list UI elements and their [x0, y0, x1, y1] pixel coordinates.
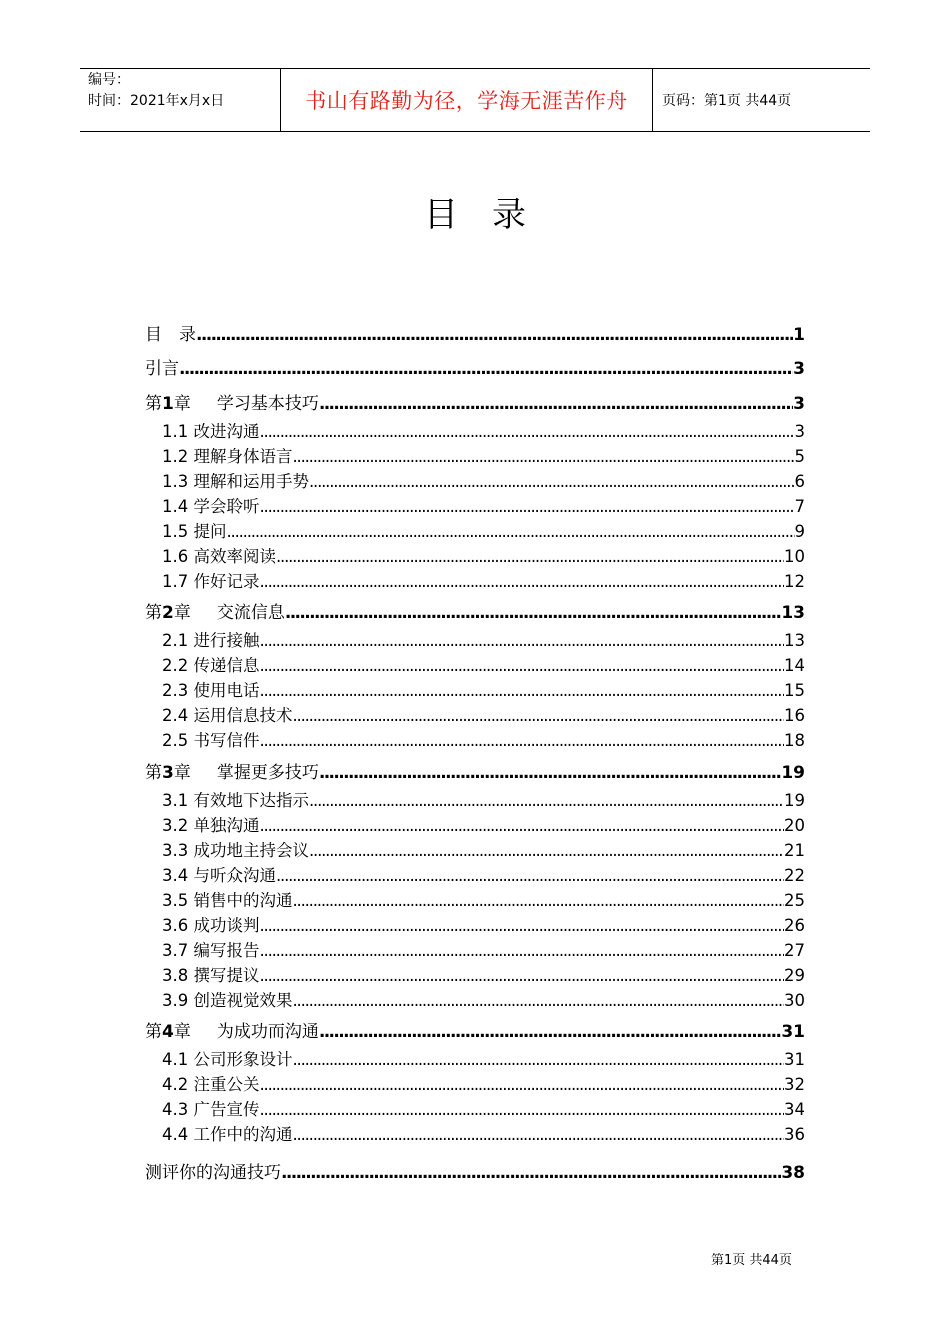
toc-leader-dots: [260, 630, 785, 652]
toc-page-number: 27: [784, 940, 805, 960]
toc-leader-dots: [260, 1074, 785, 1096]
toc-leader-dots: [293, 1124, 785, 1146]
toc-entry-label: 2.4 运用信息技术: [162, 706, 293, 725]
toc-leader-dots: [276, 865, 784, 887]
toc-leader-dots: [319, 1018, 781, 1046]
chapter-prefix: 第: [145, 393, 162, 414]
toc-page-number: 13: [781, 603, 805, 623]
toc-entry-label: [145, 390, 319, 418]
toc-page-number: 19: [781, 762, 805, 783]
toc-entry-label: 2.3 使用电话: [162, 681, 260, 700]
toc-chapter-entry[interactable]: [145, 752, 805, 787]
serial-label: 编号：: [88, 72, 130, 88]
toc-section-entry[interactable]: [145, 1096, 805, 1121]
toc-section-entry[interactable]: [145, 568, 805, 593]
toc-section-entry[interactable]: [145, 987, 805, 1012]
toc-page-number: 1: [793, 324, 805, 345]
page-footer: 第1页 共44页: [711, 1253, 792, 1268]
toc-page-number: 3: [794, 421, 805, 441]
toc-leader-dots: [260, 815, 785, 837]
toc-entry-label: 3.6 成功谈判: [162, 915, 260, 935]
toc-section-entry[interactable]: [145, 702, 805, 727]
toc-page-number: 6: [794, 471, 805, 491]
toc-page-number: 14: [784, 656, 805, 675]
toc-leader-dots: [227, 521, 795, 543]
toc-page-number: 5: [794, 446, 805, 466]
toc-leader-dots: [260, 965, 785, 987]
toc-page-number: 21: [784, 840, 805, 860]
toc-leader-dots: [276, 546, 784, 568]
chapter-number: 2: [162, 603, 174, 623]
toc-section-entry[interactable]: [145, 812, 805, 837]
toc-entry-label: 4.1 公司形象设计: [162, 1050, 293, 1069]
toc-leader-dots: [319, 390, 793, 418]
chapter-title: 掌握更多技巧: [216, 762, 319, 783]
toc-leader-dots: [260, 915, 785, 937]
chapter-number: 4: [162, 1022, 174, 1042]
toc-entry-label: 1.3 理解和运用手势: [162, 471, 309, 491]
toc-page-number: 26: [784, 915, 805, 935]
toc-page-number: 25: [784, 890, 805, 910]
toc-leader-dots: [293, 446, 795, 468]
toc-page-number: 10: [784, 546, 805, 566]
toc-section-entry[interactable]: [145, 418, 805, 443]
toc-leader-dots: [260, 421, 795, 443]
toc-entry-label: 2.2 传递信息: [162, 656, 260, 675]
toc-entry-label: 4.2 注重公关: [162, 1075, 260, 1094]
toc-page-number: 3: [793, 393, 805, 414]
toc-page-number: 9: [794, 521, 805, 541]
toc-entry-label: 1.4 学会聆听: [162, 496, 260, 516]
toc-entry-label: 2.5 书写信件: [162, 731, 260, 750]
toc-entry-label: 4.3 广告宣传: [162, 1100, 260, 1119]
toc-section-entry[interactable]: [145, 1121, 805, 1146]
toc-section-entry[interactable]: [145, 912, 805, 937]
toc-section-entry[interactable]: [145, 1071, 805, 1096]
toc-leader-dots: [260, 571, 785, 593]
chapter-title: 学习基本技巧: [216, 393, 319, 414]
date-label: 时间：2021年x月x日: [88, 93, 225, 109]
chapter-prefix: 第: [145, 1022, 162, 1042]
toc-page-number: 3: [793, 359, 805, 379]
toc-section-entry[interactable]: [145, 518, 805, 543]
toc-section-entry[interactable]: [145, 543, 805, 568]
toc-leader-dots: [319, 759, 781, 787]
chapter-suffix: 章: [173, 762, 191, 783]
chapter-number: 3: [162, 762, 174, 783]
toc-section-entry[interactable]: [145, 862, 805, 887]
toc-entry-label: 2.1 进行接触: [162, 631, 260, 650]
header-motto: 书山有路勤为径，学海无涯苦作舟: [280, 69, 653, 131]
toc-entry-label: 3.7 编写报告: [162, 940, 260, 960]
toc-page-number: 36: [784, 1125, 805, 1144]
toc-page-number: 22: [784, 865, 805, 885]
toc-entry-label: 4.4 工作中的沟通: [162, 1125, 293, 1144]
toc-leader-dots: [293, 705, 785, 727]
page-header: [80, 68, 870, 132]
toc-page-number: 18: [784, 731, 805, 750]
toc-leader-dots: [179, 355, 793, 383]
toc-entry-label: 3.8 撰写提议: [162, 965, 260, 985]
toc-section-entry[interactable]: [145, 627, 805, 652]
toc-leader-dots: [196, 321, 793, 349]
toc-entry-label: [145, 1018, 319, 1046]
toc-section-entry[interactable]: [145, 443, 805, 468]
table-of-contents: [145, 314, 805, 1187]
toc-entry-label: 1.1 改进沟通: [162, 421, 260, 441]
toc-entry-label: 3.5 销售中的沟通: [162, 890, 293, 910]
toc-entry-label: 3.1 有效地下达指示: [162, 790, 309, 810]
toc-leader-dots: [285, 599, 781, 627]
toc-page-number: 30: [784, 990, 805, 1010]
toc-entry-label: 3.3 成功地主持会议: [162, 840, 309, 860]
chapter-suffix: 章: [173, 393, 191, 414]
toc-entry-label: [145, 599, 285, 627]
chapter-suffix: 章: [173, 1022, 191, 1042]
toc-section-entry[interactable]: [145, 727, 805, 752]
toc-leader-dots: [309, 790, 784, 812]
toc-section-entry[interactable]: [145, 787, 805, 812]
toc-section-entry[interactable]: [145, 887, 805, 912]
toc-page-number: 34: [784, 1100, 805, 1119]
header-meta: [80, 69, 280, 131]
toc-entry-label: [145, 759, 319, 787]
toc-page-number: 38: [781, 1162, 805, 1183]
toc-page-number: 20: [784, 815, 805, 835]
chapter-prefix: 第: [145, 603, 162, 623]
toc-section-entry[interactable]: [145, 493, 805, 518]
toc-page-number: 31: [781, 1022, 805, 1042]
toc-section-entry[interactable]: [145, 652, 805, 677]
toc-leader-dots: [260, 655, 785, 677]
toc-chapter-entry[interactable]: [145, 1152, 805, 1187]
toc-entry-label: 1.7 作好记录: [162, 571, 260, 591]
toc-leader-dots: [260, 730, 785, 752]
toc-page-number: 7: [794, 496, 805, 516]
document-title: 目录: [424, 195, 560, 235]
toc-section-entry[interactable]: [145, 1046, 805, 1071]
toc-entry-label: 目 录: [145, 324, 196, 345]
toc-page-number: 32: [784, 1075, 805, 1094]
toc-page-number: 16: [784, 706, 805, 725]
toc-leader-dots: [293, 990, 785, 1012]
chapter-suffix: 章: [173, 603, 191, 623]
chapter-title: 交流信息: [216, 603, 285, 623]
toc-entry-label: 3.4 与听众沟通: [162, 865, 276, 885]
toc-entry-label: 1.5 提问: [162, 521, 227, 541]
toc-page-number: 15: [784, 681, 805, 700]
toc-leader-dots: [260, 1099, 785, 1121]
toc-chapter-entry[interactable]: [145, 383, 805, 418]
toc-entry-label: 1.6 高效率阅读: [162, 546, 276, 566]
toc-section-entry[interactable]: [145, 937, 805, 962]
toc-entry-label: 3.9 创造视觉效果: [162, 990, 293, 1010]
toc-entry-label: 测评你的沟通技巧: [145, 1162, 281, 1183]
toc-leader-dots: [260, 940, 785, 962]
toc-leader-dots: [293, 1049, 785, 1071]
toc-page-number: 31: [784, 1050, 805, 1069]
header-page-info: 页码：第1页 共44页: [662, 93, 792, 109]
toc-section-entry[interactable]: [145, 962, 805, 987]
toc-leader-dots: [260, 496, 795, 518]
toc-leader-dots: [309, 840, 784, 862]
chapter-number: 1: [162, 393, 174, 414]
toc-leader-dots: [260, 680, 785, 702]
toc-chapter-entry[interactable]: [145, 1012, 805, 1047]
toc-chapter-entry[interactable]: [145, 349, 805, 384]
chapter-title: 为成功而沟通: [216, 1022, 319, 1042]
toc-entry-label: 引言: [145, 359, 179, 379]
toc-page-number: 12: [784, 571, 805, 591]
toc-section-entry[interactable]: [145, 677, 805, 702]
toc-leader-dots: [281, 1159, 781, 1187]
toc-entry-label: 3.2 单独沟通: [162, 815, 260, 835]
toc-section-entry[interactable]: [145, 468, 805, 493]
toc-chapter-entry[interactable]: [145, 593, 805, 628]
toc-page-number: 13: [784, 631, 805, 650]
toc-entry-label: 1.2 理解身体语言: [162, 446, 293, 466]
toc-leader-dots: [309, 471, 795, 493]
toc-page-number: 19: [784, 790, 805, 810]
toc-section-entry[interactable]: [145, 837, 805, 862]
toc-leader-dots: [293, 890, 785, 912]
toc-chapter-entry[interactable]: [145, 314, 805, 349]
chapter-prefix: 第: [145, 762, 162, 783]
toc-page-number: 29: [784, 965, 805, 985]
